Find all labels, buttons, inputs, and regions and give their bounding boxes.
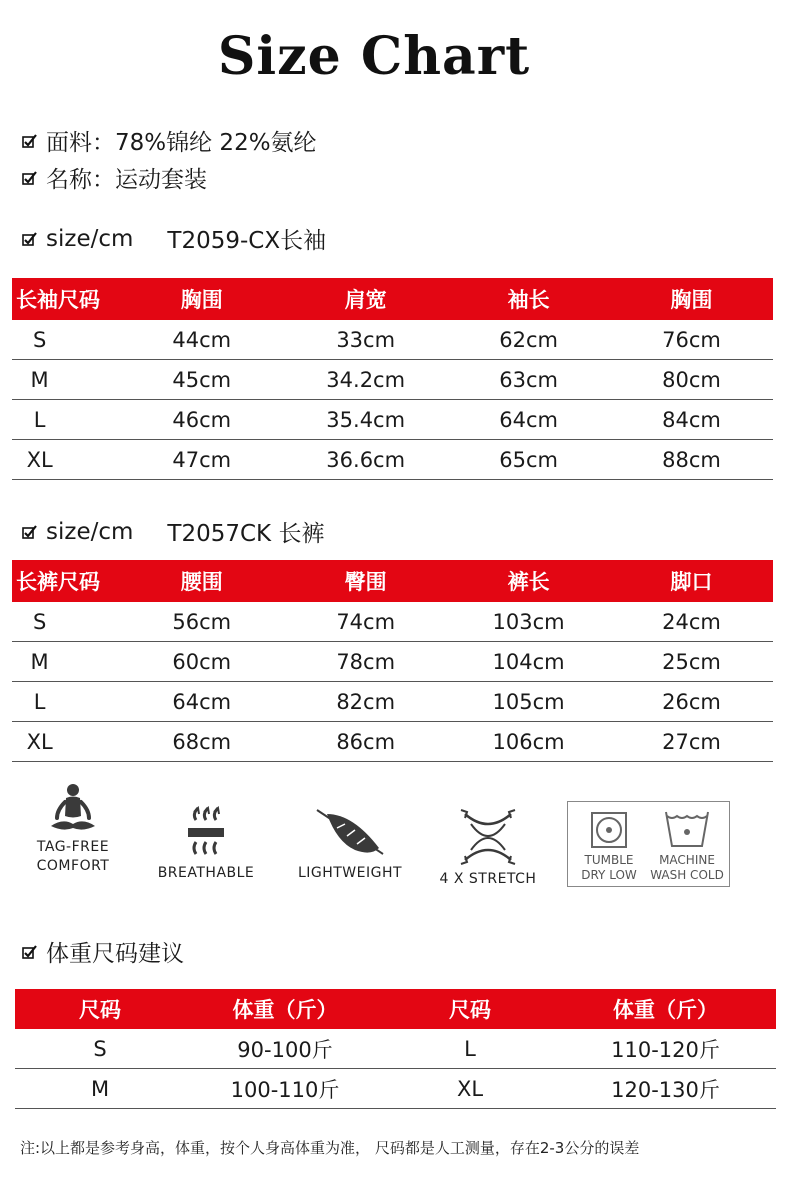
pants-section-label [22, 515, 324, 548]
table-row [12, 440, 773, 480]
care-label: MACHINE [659, 853, 715, 867]
check-icon [22, 524, 38, 540]
feature-label: BREATHABLE [157, 865, 255, 881]
table-cell: 36.6cm [284, 440, 447, 480]
stretch-arrows-icon [457, 808, 519, 866]
table-header-row [12, 560, 773, 602]
table-cell: 25cm [610, 642, 773, 682]
check-icon [22, 944, 38, 960]
table-cell: 27cm [610, 722, 773, 762]
check-icon [22, 231, 38, 247]
table-cell: S [12, 320, 119, 360]
table-cell: XL [385, 1069, 555, 1109]
table-cell: 100-110斤 [185, 1069, 385, 1109]
table-header-cell: 脚口 [610, 560, 773, 602]
table-header-cell: 胸围 [119, 278, 284, 320]
table-header-cell: 体重（斤） [185, 989, 385, 1029]
table-header-cell: 尺码 [385, 989, 555, 1029]
table-header-cell: 长裤尺码 [12, 560, 119, 602]
table-header-cell: 长袖尺码 [12, 278, 119, 320]
table-cell: 86cm [284, 722, 447, 762]
table-cell: 33cm [284, 320, 447, 360]
name-text: 名称：运动套装 [46, 167, 207, 193]
table-row [12, 722, 773, 762]
feature-label: LIGHTWEIGHT [297, 865, 403, 881]
footnote: 注:以上都是参考身高，体重，按个人身高体重为准， 尺码都是人工测量，存在2-3公分的误差 [20, 1139, 640, 1157]
pants-size-table [12, 560, 773, 762]
weight-section-label [22, 935, 184, 968]
table-cell: 46cm [119, 400, 284, 440]
table-cell: 63cm [447, 360, 610, 400]
table-cell: 65cm [447, 440, 610, 480]
unit-label: size/cm [46, 518, 134, 545]
table-cell: 44cm [119, 320, 284, 360]
table-cell: XL [12, 440, 119, 480]
table-cell: S [12, 602, 119, 642]
care-label: TUMBLE [584, 853, 634, 867]
care-label: WASH COLD [650, 868, 724, 882]
feature-lightweight [290, 806, 410, 883]
table-cell: 47cm [119, 440, 284, 480]
table-row [15, 1029, 776, 1069]
table-cell: 64cm [119, 682, 284, 722]
table-cell: 84cm [610, 400, 773, 440]
care-label: DRY LOW [581, 868, 637, 882]
table-cell: L [12, 400, 119, 440]
table-cell: 26cm [610, 682, 773, 722]
table-row [12, 682, 773, 722]
weight-label: 体重尺码建议 [46, 941, 184, 967]
table-cell: 56cm [119, 602, 284, 642]
table-header-cell: 胸围 [610, 278, 773, 320]
table-header-cell: 臀围 [284, 560, 447, 602]
table-cell: 68cm [119, 722, 284, 762]
table-cell: 104cm [447, 642, 610, 682]
table-cell: M [12, 360, 119, 400]
table-cell: 64cm [447, 400, 610, 440]
check-icon [22, 170, 38, 186]
table-header-cell: 裤长 [447, 560, 610, 602]
table-cell: 88cm [610, 440, 773, 480]
table-cell: 90-100斤 [185, 1029, 385, 1069]
table-header-row [15, 989, 776, 1029]
table-cell: 78cm [284, 642, 447, 682]
table-cell: S [15, 1029, 185, 1069]
table-cell: XL [12, 722, 119, 762]
table-cell: 74cm [284, 602, 447, 642]
table-cell: 60cm [119, 642, 284, 682]
table-header-cell: 体重（斤） [555, 989, 776, 1029]
table-cell: 106cm [447, 722, 610, 762]
table-header-cell: 腰围 [119, 560, 284, 602]
table-cell: 35.4cm [284, 400, 447, 440]
feature-breathable [152, 806, 260, 883]
check-icon [22, 133, 38, 149]
product-label: T2059-CX长袖 [167, 228, 327, 254]
table-cell: 45cm [119, 360, 284, 400]
table-cell: 120-130斤 [555, 1069, 776, 1109]
name-line [22, 161, 207, 194]
fabric-line [22, 124, 317, 157]
table-header-cell: 袖长 [447, 278, 610, 320]
table-row [15, 1069, 776, 1109]
table-header-cell: 肩宽 [284, 278, 447, 320]
table-cell: 76cm [610, 320, 773, 360]
table-header-cell: 尺码 [15, 989, 185, 1029]
table-cell: M [15, 1069, 185, 1109]
table-cell: 34.2cm [284, 360, 447, 400]
table-cell: 82cm [284, 682, 447, 722]
table-row [12, 360, 773, 400]
feature-label: TAG-FREE [36, 839, 110, 855]
wash-tub-icon [664, 810, 710, 850]
table-row [12, 320, 773, 360]
feature-label: COMFORT [36, 858, 110, 874]
feature-tagfree [28, 780, 118, 876]
table-cell: 80cm [610, 360, 773, 400]
feather-icon [313, 806, 387, 858]
top-section-label [22, 222, 326, 255]
table-cell: 103cm [447, 602, 610, 642]
table-row [12, 602, 773, 642]
table-cell: 110-120斤 [555, 1029, 776, 1069]
feature-label: 4 X STRETCH [439, 871, 537, 887]
product-label: T2057CK 长裤 [167, 521, 325, 547]
care-machine-wash [648, 810, 726, 883]
page-title: Size Chart [217, 26, 531, 87]
fabric-text: 面料：78%锦纶 22%氨纶 [46, 130, 317, 156]
top-size-table [12, 278, 773, 480]
table-header-row [12, 278, 773, 320]
table-cell: 62cm [447, 320, 610, 360]
unit-label: size/cm [46, 225, 134, 252]
table-row [12, 642, 773, 682]
table-cell: 105cm [447, 682, 610, 722]
tumble-dry-icon [589, 810, 629, 850]
table-cell: M [12, 642, 119, 682]
breathable-icon [176, 806, 236, 858]
table-cell: 24cm [610, 602, 773, 642]
weight-size-table [15, 989, 776, 1109]
care-symbols-box [567, 801, 730, 887]
table-row [12, 400, 773, 440]
table-cell: L [385, 1029, 555, 1069]
table-cell: L [12, 682, 119, 722]
care-tumble-dry [574, 810, 644, 883]
feature-stretch [432, 808, 544, 889]
meditation-icon [43, 780, 103, 838]
